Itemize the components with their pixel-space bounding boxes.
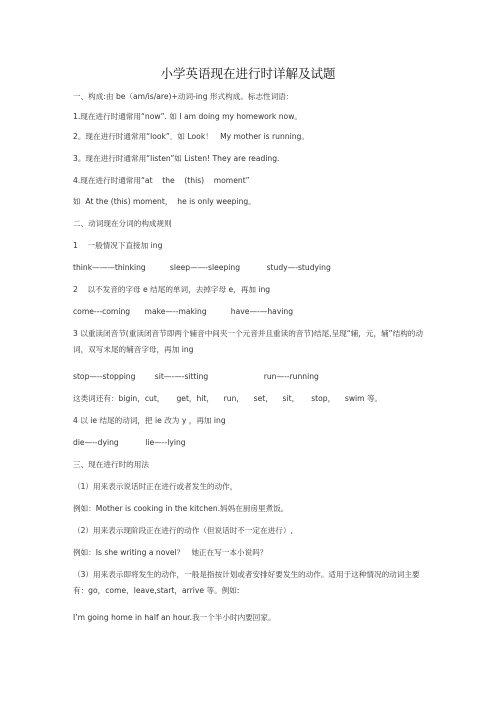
text-line: 如 At the (this) moment， he is only weeping。 xyxy=(73,197,256,206)
example-line: die—--dying lie—--lying xyxy=(73,438,186,447)
text-line: 4 以 ie 结尾的动词，把 ie 改为 y ，再加 ing xyxy=(73,416,226,425)
text-line: 3。现在进行时通常用“listen”如 Listen! They are reading. xyxy=(73,154,280,163)
page-title: 小学英语现在进行时详解及试题 xyxy=(160,66,336,81)
section-heading: 一、构成:由 be（am/is/are)+动词-ing 形式构成。标志性词语： xyxy=(73,92,294,101)
text-line: I’m going home in half an hour.我一个半小时内要回家。 xyxy=(73,613,276,622)
example-line: think———thinking sleep——-sleeping study—-studying xyxy=(73,263,331,272)
example-line: come---coming make—--making have—-—having xyxy=(73,307,294,316)
text-line: 2 以不发音的字母 e 结尾的单词，去掉字母 e，再加 ing xyxy=(73,285,271,294)
text-line: 例如：Mother is cooking in the kitchen.妈妈在厨房里煮饭。 xyxy=(73,504,289,513)
example-line: stop—--stopping sit—-—-sitting run—--running xyxy=(73,372,319,381)
text-line: 1 一般情况下直接加 ing xyxy=(73,241,163,250)
section-heading: 二、动词现在分词的构成规则 xyxy=(73,219,172,228)
text-line: 这类词还有：bigin，cut， get，hit， run， set， sit， stop， swim 等。 xyxy=(73,394,383,403)
text-paragraph: （3）用来表示即将发生的动作，一般是指按计划或者安排好要发生的动作。适用于这种情况的动词主要有：go，come，leave,start，arrive 等。例如: xyxy=(73,570,420,595)
text-line: 1.现在进行时通常用“now”. 如 I am doing my homework now。 xyxy=(73,112,302,121)
text-line: 例如：Is she writing a novel？ 她正在写一本小说吗？ xyxy=(73,548,268,557)
text-line: （1）用来表示说话时正在进行或者发生的动作， xyxy=(73,482,238,491)
text-line: 4.现在进行时通常用“at the (this) moment” xyxy=(73,176,250,185)
section-heading: 三、现在进行时的用法 xyxy=(73,460,149,469)
text-line: 2。现在进行时通常用“look”．如 Look！ My mother is running。 xyxy=(73,132,309,141)
text-line: （2）用来表示现阶段正在进行的动作（但说话时不一定在进行）, xyxy=(73,526,293,535)
text-paragraph: 3 以重读闭音节(重读闭音节即两个辅音中间夹一个元音并且重读的音节)结尾,呈现“辅，元，辅”结构的动词，双写末尾的辅音字母，再加 ing xyxy=(73,329,423,354)
